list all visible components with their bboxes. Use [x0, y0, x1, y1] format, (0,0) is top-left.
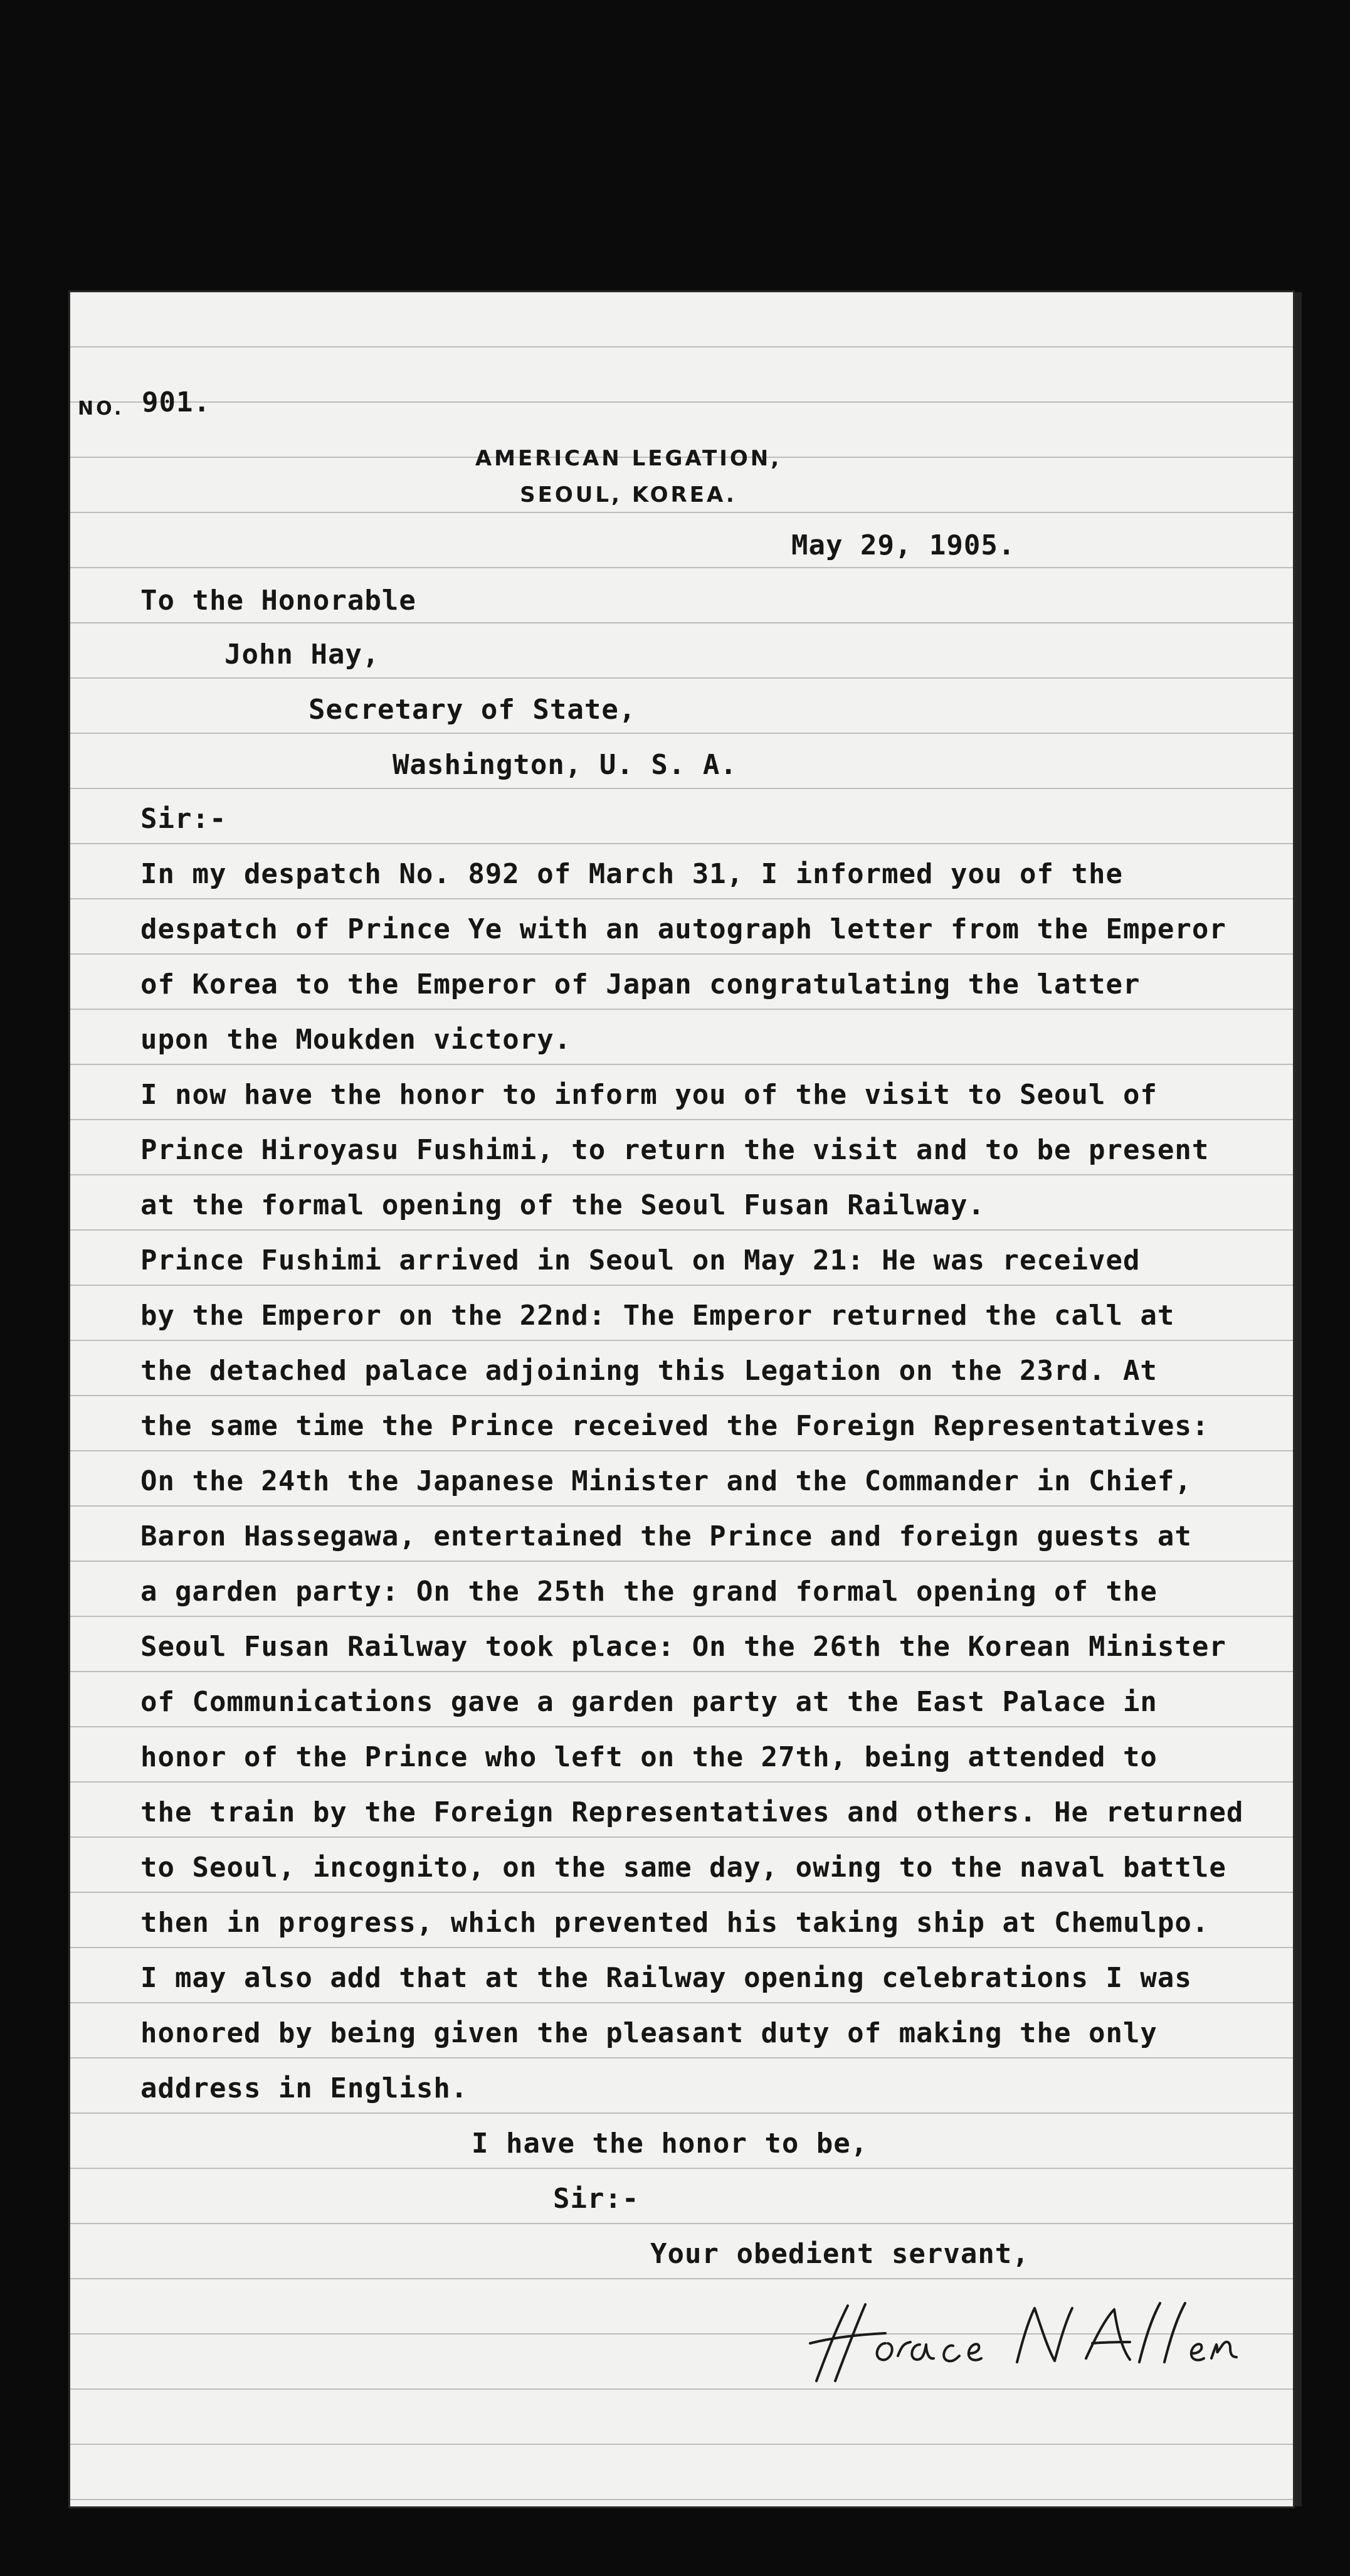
- letter-page: [70, 292, 1293, 2506]
- body-line: Prince Hiroyasu Fushimi, to return the visit and to be present: [140, 1134, 1210, 1166]
- body-line: by the Emperor on the 22nd: The Emperor returned the call at: [140, 1300, 1175, 1332]
- number-label: NO.: [78, 398, 124, 420]
- body-line: the train by the Foreign Representatives and others. He returned: [140, 1796, 1244, 1828]
- body-line: honor of the Prince who left on the 27th, being attended to: [140, 1741, 1158, 1773]
- body-line: Seoul Fusan Railway took place: On the 26th the Korean Minister: [140, 1631, 1226, 1663]
- body-line: of Korea to the Emperor of Japan congratulating the latter: [140, 968, 1141, 1000]
- body-line: Prince Fushimi arrived in Seoul on May 21: He was received: [140, 1244, 1141, 1276]
- body-line: of Communications gave a garden party at the East Palace in: [140, 1686, 1158, 1718]
- body-line: despatch of Prince Ye with an autograph letter from the Emperor: [140, 913, 1226, 945]
- body-line: honored by being given the pleasant duty of making the only: [140, 2017, 1158, 2049]
- body-line: a garden party: On the 25th the grand formal opening of the: [140, 1576, 1158, 1608]
- addressee-title: Secretary of State,: [308, 694, 636, 726]
- letterhead: [384, 440, 873, 513]
- legation-city: SEOUL, KOREA.: [520, 482, 737, 507]
- addressee-line-1: To the Honorable: [140, 585, 416, 617]
- closing-line-2: Sir:-: [553, 2183, 640, 2215]
- page-edge-shadow: [1293, 292, 1302, 2506]
- salutation: Sir:-: [140, 803, 227, 835]
- body-line: to Seoul, incognito, on the same day, owing to the naval battle: [140, 1852, 1226, 1884]
- despatch-number: 901.: [142, 386, 211, 418]
- body-line: upon the Moukden victory.: [140, 1024, 572, 1056]
- body-line: the detached palace adjoining this Legation on the 23rd. At: [140, 1355, 1158, 1387]
- closing-line-1: I have the honor to be,: [472, 2128, 868, 2160]
- body-line: address in English.: [140, 2072, 468, 2104]
- body-line: On the 24th the Japanese Minister and the Commander in Chief,: [140, 1465, 1192, 1497]
- handwritten-signature: [791, 2293, 1280, 2393]
- addressee-location: Washington, U. S. A.: [393, 749, 737, 781]
- body-line: I may also add that at the Railway opening celebrations I was: [140, 1962, 1192, 1994]
- body-line: Baron Hassegawa, entertained the Prince and foreign guests at: [140, 1520, 1192, 1552]
- legation-name: AMERICAN LEGATION,: [475, 446, 782, 471]
- body-line: I now have the honor to inform you of the visit to Seoul of: [140, 1079, 1158, 1111]
- body-line: then in progress, which prevented his taking ship at Chemulpo.: [140, 1907, 1210, 1939]
- body-line: In my despatch No. 892 of March 31, I informed you of the: [140, 858, 1123, 890]
- letter-date: May 29, 1905.: [791, 529, 1016, 561]
- closing-line-3: Your obedient servant,: [650, 2238, 1030, 2270]
- body-line: at the formal opening of the Seoul Fusan Railway.: [140, 1189, 986, 1221]
- body-line: the same time the Prince received the Foreign Representatives:: [140, 1410, 1210, 1442]
- addressee-name: John Hay,: [224, 639, 380, 671]
